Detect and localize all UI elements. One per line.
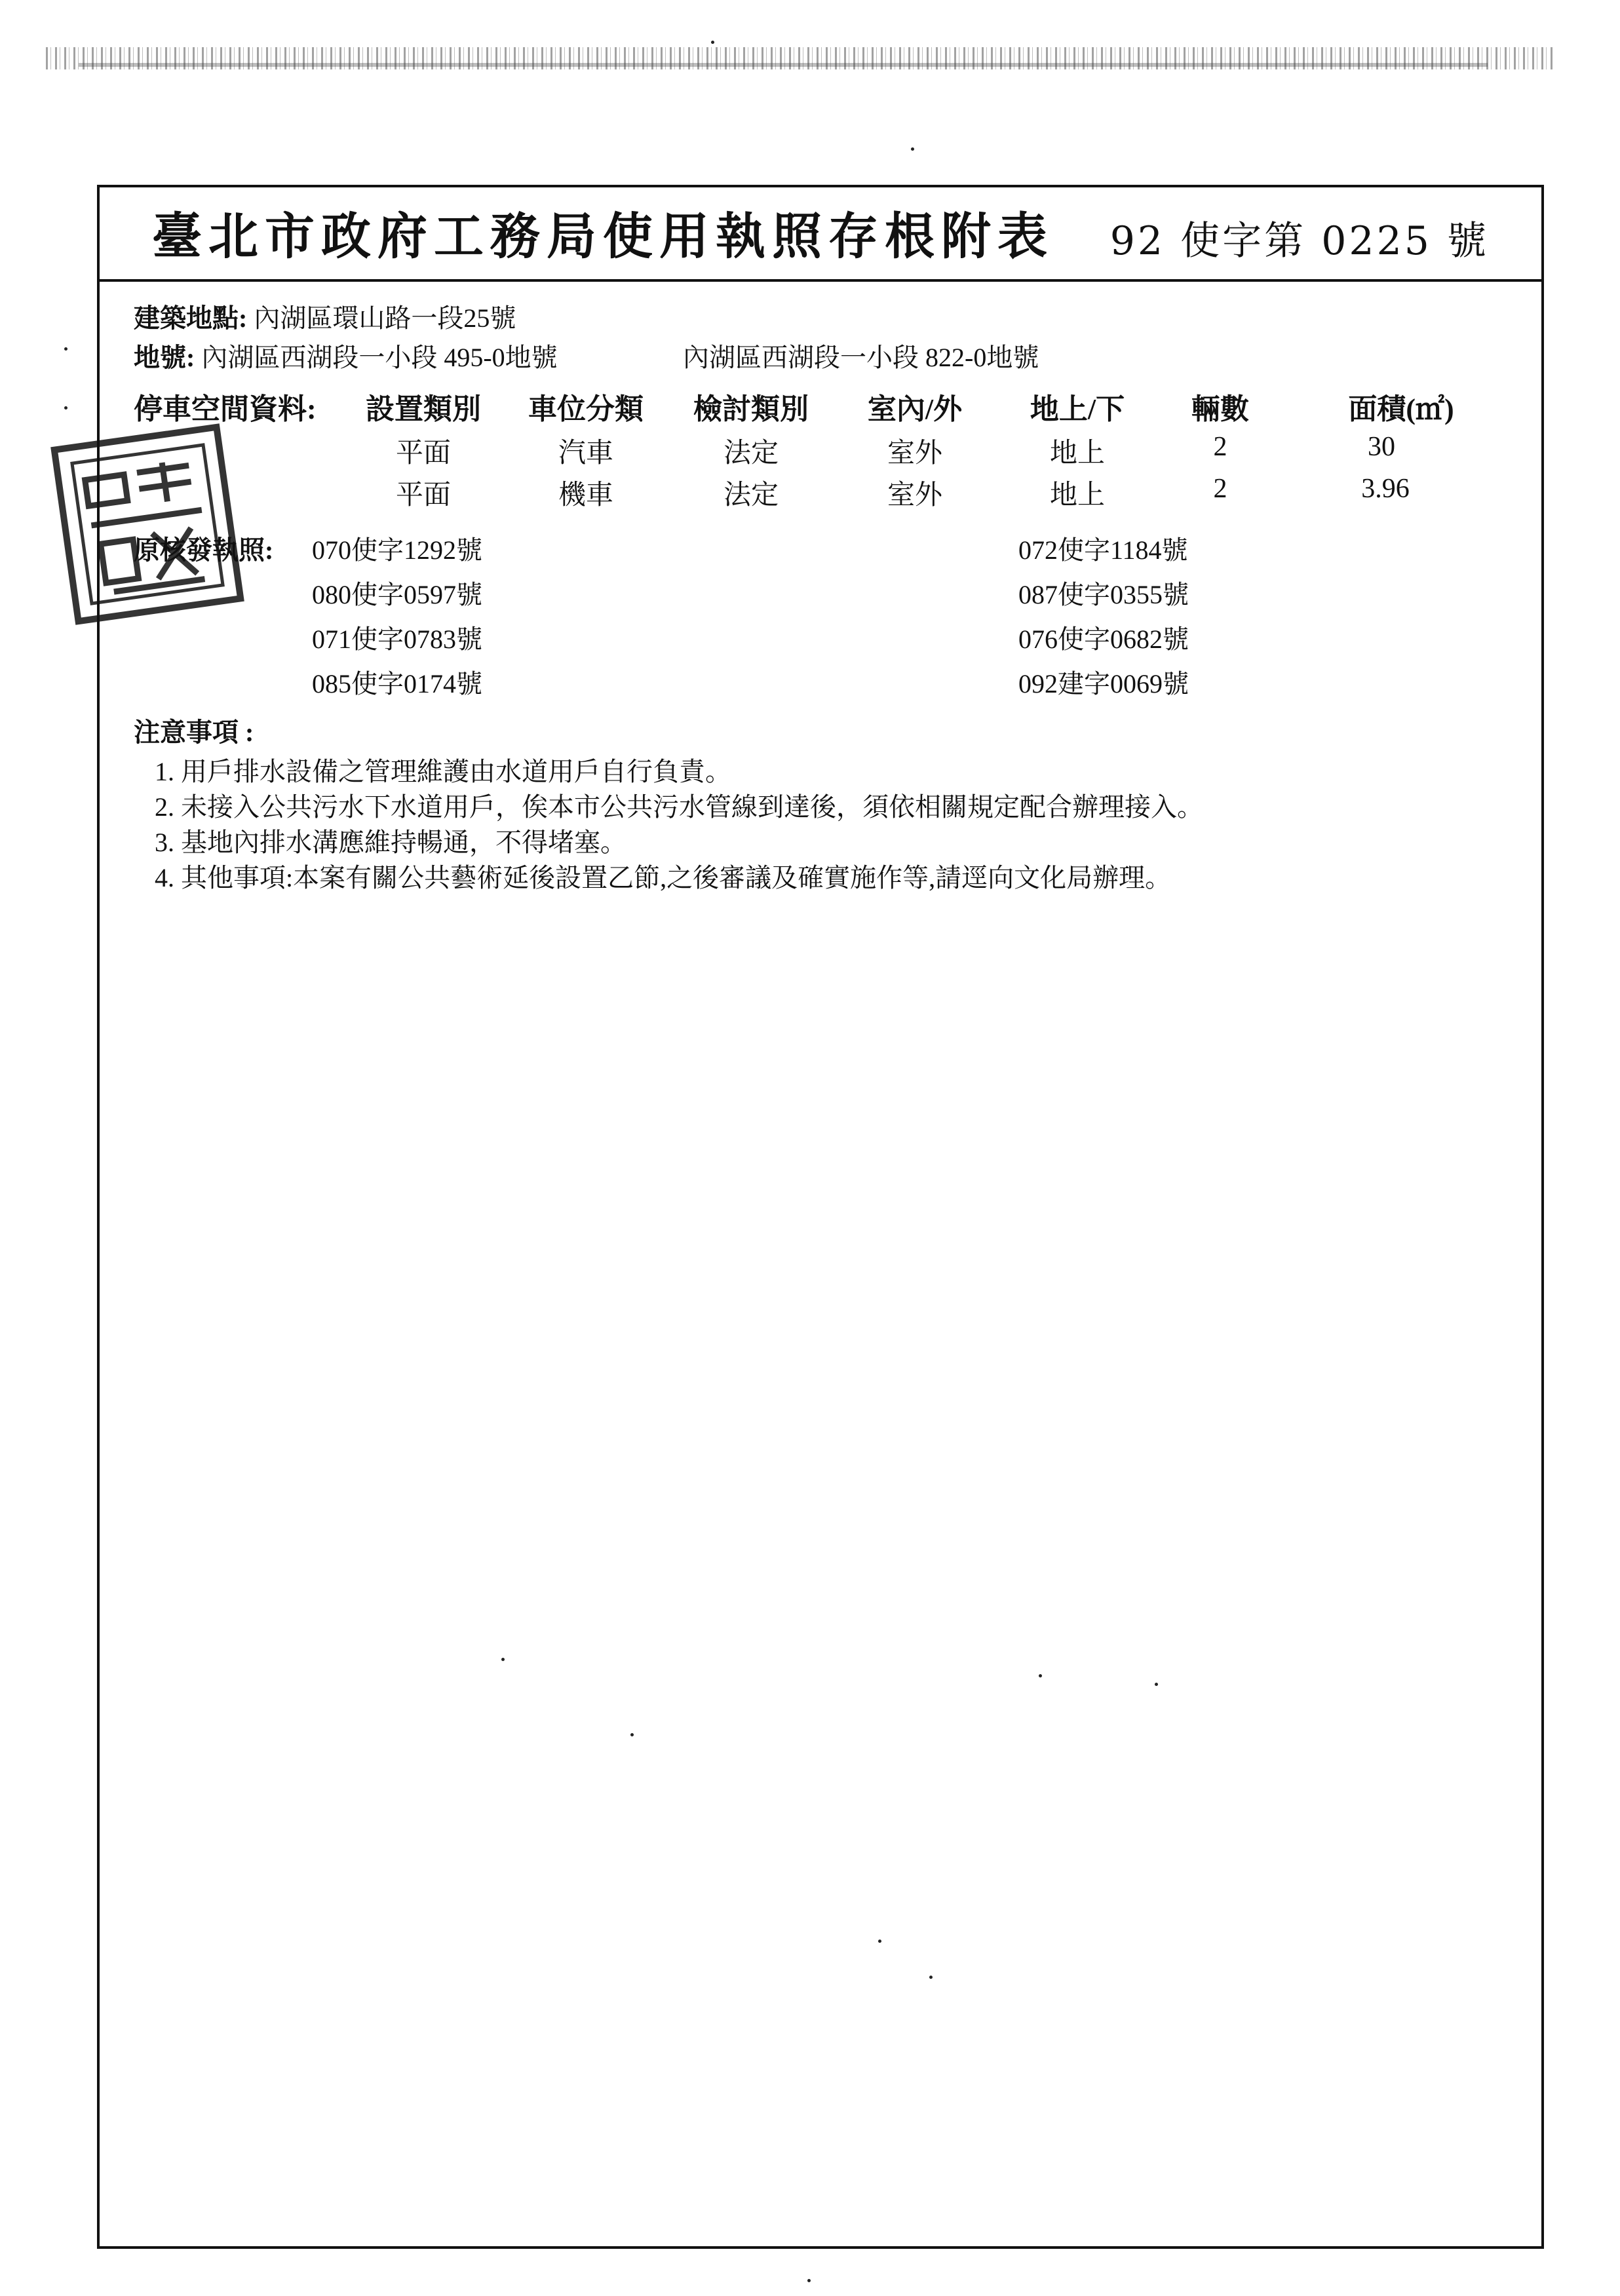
address-label: 建築地點:: [134, 303, 248, 333]
col-count: 輛數: [1191, 393, 1249, 425]
note-item: 2. 未接入公共污水下水道用戶，俟本市公共污水管線到達後，須依相關規定配合辦理接入。: [155, 792, 1203, 822]
permit-left-item: 070使字1292號: [312, 535, 482, 565]
table-cell: 30: [1368, 432, 1395, 462]
address-row: [134, 297, 516, 335]
table-cell: 平面: [395, 480, 452, 510]
table-cell: 地上: [1049, 438, 1106, 469]
table-cell: 室外: [887, 438, 943, 469]
permit-left-item: 085使字0174號: [312, 669, 482, 698]
scan-speck: [64, 406, 68, 410]
col-indoor-outdoor: 室內/外: [867, 393, 963, 425]
document-title: 臺北市政府工務局使用執照存根附表: [152, 207, 1054, 265]
permit-number: 92 使字第 0225 號: [1109, 218, 1489, 264]
note-item: 1. 用戶排水設備之管理維護由水道用戶自行負責。: [155, 757, 731, 786]
permit-left-item: 080使字0597號: [312, 580, 482, 609]
scan-noise-line: [79, 63, 1488, 67]
official-seal-stamp-icon: [40, 413, 256, 634]
lot-value-2: 內湖區西湖段一小段 822-0地號: [683, 343, 1039, 372]
scan-speck: [64, 347, 68, 351]
col-space-type: 車位分類: [528, 393, 644, 425]
note-item: 3. 基地內排水溝應維持暢通，不得堵塞。: [155, 828, 627, 857]
scan-speck: [711, 41, 714, 44]
table-cell: 2: [1213, 432, 1227, 462]
address-value: 內湖區環山路一段25號: [254, 303, 516, 333]
table-cell: 室外: [887, 480, 943, 510]
col-above-below: 地上/下: [1030, 393, 1125, 425]
scan-speck: [878, 1940, 881, 1943]
permit-left-item: 071使字0783號: [312, 624, 482, 654]
table-cell: 地上: [1049, 480, 1106, 510]
lot-row: [134, 337, 558, 374]
table-cell: 2: [1213, 474, 1227, 504]
note-item: 4. 其他事項:本案有關公共藝術延後設置乙節,之後審議及確實施作等,請逕向文化局辦理。: [155, 863, 1172, 892]
notes-title: 注意事項 :: [134, 718, 254, 747]
scan-speck: [630, 1733, 634, 1736]
col-setup-type: 設置類別: [366, 393, 481, 425]
lot-value-1: 內湖區西湖段一小段 495-0地號: [201, 343, 558, 372]
table-cell: 法定: [723, 438, 779, 469]
permit-right-item: 092建字0069號: [1018, 669, 1189, 698]
table-cell: 法定: [723, 480, 779, 510]
scan-speck: [911, 147, 914, 151]
col-area: 面積(㎡): [1348, 393, 1454, 425]
table-cell: 平面: [395, 438, 452, 469]
permit-right-item: 072使字1184號: [1018, 535, 1188, 565]
scan-speck: [1155, 1683, 1158, 1686]
scan-speck: [501, 1658, 505, 1661]
parking-label: 停車空間資料:: [134, 393, 317, 425]
permit-right-item: 076使字0682號: [1018, 624, 1189, 654]
table-cell: 3.96: [1361, 474, 1410, 504]
table-cell: 汽車: [558, 438, 614, 469]
scan-speck: [929, 1976, 933, 1979]
lot-label: 地號:: [134, 343, 195, 372]
permit-right-item: 087使字0355號: [1018, 580, 1189, 609]
original-permits-label: 原核發執照:: [134, 535, 274, 565]
document-frame: [97, 185, 1544, 2249]
scan-speck: [1039, 1674, 1042, 1677]
table-cell: 機車: [558, 480, 614, 510]
title-row: [100, 187, 1541, 282]
scan-speck: [807, 2279, 811, 2282]
col-review-type: 檢討類別: [693, 393, 809, 425]
